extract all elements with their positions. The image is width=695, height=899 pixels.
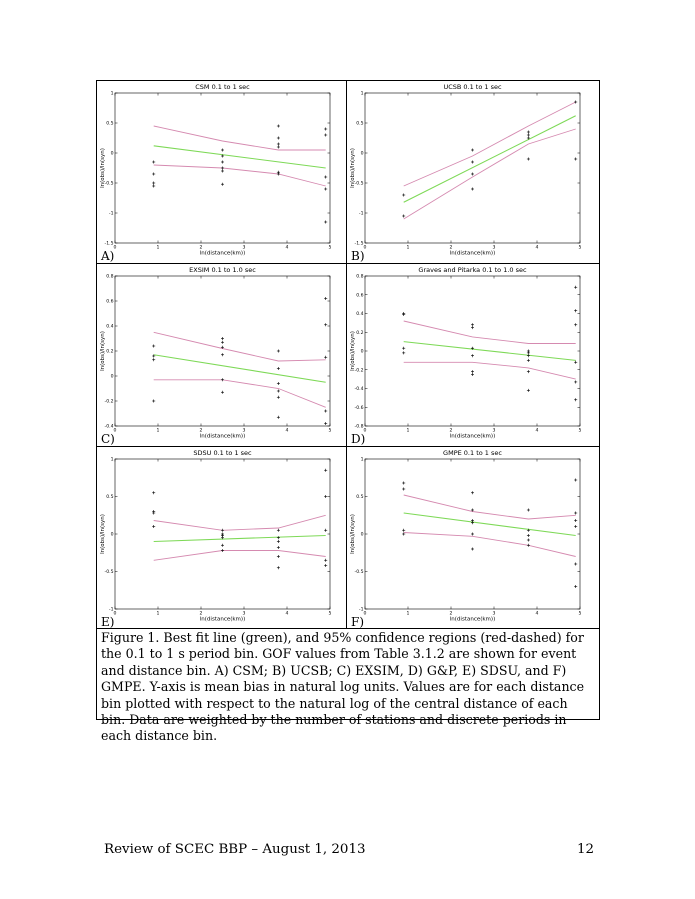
- data-point: [277, 143, 280, 146]
- chart-title: Graves and Pitarka 0.1 to 1.0 sec: [418, 266, 527, 274]
- y-tick-label: -0.5: [104, 181, 114, 187]
- data-point: [221, 170, 224, 173]
- data-point: [402, 194, 405, 197]
- confidence-lower-curve: [154, 551, 326, 561]
- y-tick-label: 0.5: [106, 495, 114, 501]
- data-point: [324, 469, 327, 472]
- data-point: [277, 566, 280, 569]
- panel-e: [97, 447, 346, 629]
- x-tick-label: 5: [328, 611, 332, 617]
- best-fit-line: [154, 536, 326, 542]
- chart-panel-d: [347, 264, 596, 446]
- x-tick-label: 3: [492, 611, 496, 617]
- x-tick-label: 2: [199, 611, 203, 617]
- data-point: [574, 519, 577, 522]
- data-point: [527, 131, 530, 134]
- data-point: [574, 380, 577, 383]
- y-tick-label: 0: [110, 532, 114, 538]
- y-tick-label: 0.4: [356, 312, 364, 318]
- y-tick-label: 0.5: [106, 121, 114, 127]
- y-tick-label: 0: [360, 532, 364, 538]
- data-point: [277, 416, 280, 419]
- y-tick-label: 0.6: [106, 299, 114, 305]
- x-tick-label: 1: [406, 245, 410, 251]
- data-point: [574, 512, 577, 515]
- data-point: [152, 358, 155, 361]
- panel-b: [347, 81, 596, 263]
- data-point: [574, 479, 577, 482]
- x-tick-label: 5: [328, 245, 332, 251]
- data-point: [324, 422, 327, 425]
- confidence-lower-curve: [154, 380, 326, 408]
- data-point: [574, 398, 577, 401]
- confidence-upper-curve: [154, 126, 326, 150]
- confidence-upper-curve: [404, 495, 576, 519]
- x-tick-label: 5: [578, 245, 582, 251]
- x-tick-label: 3: [242, 611, 246, 617]
- footer-running-title: Review of SCEC BBP – August 1, 2013: [104, 842, 366, 857]
- data-point: [402, 488, 405, 491]
- chart-title: GMPE 0.1 to 1 sec: [443, 449, 502, 457]
- x-axis-label: ln(distance(km)): [199, 433, 246, 440]
- data-point: [471, 548, 474, 551]
- panel-letter: A): [101, 249, 115, 263]
- best-fit-line: [404, 513, 576, 536]
- data-point: [152, 345, 155, 348]
- data-point: [152, 185, 155, 188]
- x-tick-label: 4: [285, 428, 289, 434]
- data-point: [527, 544, 530, 547]
- data-point: [574, 525, 577, 528]
- data-point: [277, 540, 280, 543]
- x-tick-label: 4: [285, 245, 289, 251]
- best-fit-line: [154, 146, 326, 168]
- data-point: [277, 173, 280, 176]
- x-tick-label: 0: [363, 428, 367, 434]
- data-point: [221, 337, 224, 340]
- data-point: [402, 215, 405, 218]
- y-tick-label: 1: [110, 91, 114, 97]
- figure-table: [96, 80, 600, 744]
- data-point: [221, 183, 224, 186]
- data-point: [471, 323, 474, 326]
- y-tick-label: -0.2: [354, 368, 364, 374]
- data-point: [221, 167, 224, 170]
- data-point: [574, 286, 577, 289]
- data-point: [324, 495, 327, 498]
- panel-f: [347, 447, 596, 629]
- data-point: [471, 354, 474, 357]
- data-point: [574, 309, 577, 312]
- panel-letter: E): [101, 615, 115, 629]
- y-axis-label: ln(obs)/ln(syn): [100, 148, 106, 188]
- y-tick-label: -0.5: [104, 570, 114, 576]
- data-point: [471, 161, 474, 164]
- data-point: [574, 158, 577, 161]
- data-point: [152, 400, 155, 403]
- data-point: [324, 323, 327, 326]
- y-tick-label: 0.2: [106, 349, 114, 355]
- x-tick-label: 3: [492, 428, 496, 434]
- x-tick-label: 0: [113, 428, 117, 434]
- data-point: [277, 382, 280, 385]
- y-tick-label: 0: [110, 374, 114, 380]
- data-point: [527, 158, 530, 161]
- confidence-upper-curve: [404, 102, 576, 186]
- x-tick-label: 3: [242, 245, 246, 251]
- figure-caption: Figure 1. Best fit line (green), and 95% confidence regions (red-dashed) for the 0.1 to 1 s period bin. GOF values from Table 3.1.2 are shown for event and distance bin. A) CSM; B) UCSB; C) EXSIM, D) G&P, E) SDSU, and F) GMPE. Y-axis is mean bias in natural log units. Values are for each distance bin plotted with respect to the natural log of the central distance of each bin. Data are weighted by the number of stations and discrete periods in each distance bin.: [101, 630, 585, 744]
- y-tick-label: 0.5: [356, 121, 364, 127]
- x-tick-label: 0: [363, 611, 367, 617]
- chart-panel-e: [97, 447, 346, 629]
- data-point: [471, 188, 474, 191]
- y-tick-label: 1: [360, 91, 364, 97]
- data-point: [152, 525, 155, 528]
- x-tick-label: 2: [449, 245, 453, 251]
- chart-panel-f: [347, 447, 596, 629]
- y-tick-label: 0.5: [356, 495, 364, 501]
- chart-title: EXSIM 0.1 to 1.0 sec: [189, 266, 256, 274]
- plot-frame: [365, 276, 580, 426]
- x-tick-label: 2: [199, 428, 203, 434]
- y-tick-label: 1: [110, 457, 114, 463]
- x-tick-label: 4: [535, 428, 539, 434]
- data-point: [402, 347, 405, 350]
- y-tick-label: -0.5: [354, 570, 364, 576]
- x-tick-label: 4: [285, 611, 289, 617]
- x-axis-label: ln(distance(km)): [449, 250, 496, 257]
- y-tick-label: -0.5: [354, 181, 364, 187]
- x-tick-label: 4: [535, 245, 539, 251]
- data-point: [402, 482, 405, 485]
- x-tick-label: 1: [156, 428, 160, 434]
- data-point: [221, 529, 224, 532]
- data-point: [152, 161, 155, 164]
- data-point: [277, 350, 280, 353]
- y-tick-label: 0.8: [356, 274, 364, 280]
- data-point: [324, 221, 327, 224]
- data-point: [471, 491, 474, 494]
- confidence-lower-curve: [404, 129, 576, 219]
- y-tick-label: -0.2: [104, 399, 114, 405]
- data-point: [324, 410, 327, 413]
- data-point: [527, 359, 530, 362]
- y-tick-label: 0.2: [356, 330, 364, 336]
- y-tick-label: -0.8: [354, 424, 364, 430]
- y-axis-label: ln(obs)/ln(syn): [350, 514, 356, 554]
- data-point: [574, 563, 577, 566]
- chart-panel-c: [97, 264, 346, 446]
- data-point: [527, 351, 530, 354]
- y-tick-label: -1.5: [354, 241, 364, 247]
- x-tick-label: 2: [449, 611, 453, 617]
- y-tick-label: -1: [358, 211, 364, 217]
- y-axis-label: ln(obs)/ln(syn): [350, 331, 356, 371]
- y-tick-label: 0: [360, 349, 364, 355]
- confidence-upper-curve: [154, 332, 326, 361]
- data-point: [402, 529, 405, 532]
- best-fit-line: [154, 355, 326, 383]
- y-tick-label: 1: [360, 457, 364, 463]
- y-tick-label: -0.4: [354, 387, 364, 393]
- chart-title: UCSB 0.1 to 1 sec: [443, 83, 502, 91]
- data-point: [324, 559, 327, 562]
- data-point: [471, 149, 474, 152]
- confidence-upper-curve: [404, 321, 576, 344]
- data-point: [277, 546, 280, 549]
- data-point: [471, 373, 474, 376]
- x-tick-label: 1: [156, 245, 160, 251]
- x-tick-label: 0: [363, 245, 367, 251]
- data-point: [324, 297, 327, 300]
- data-point: [152, 491, 155, 494]
- data-point: [527, 509, 530, 512]
- chart-title: CSM 0.1 to 1 sec: [195, 83, 250, 91]
- data-point: [324, 564, 327, 567]
- y-tick-label: -1: [108, 211, 114, 217]
- x-tick-label: 2: [199, 245, 203, 251]
- data-point: [527, 389, 530, 392]
- plot-frame: [115, 276, 330, 426]
- data-point: [471, 533, 474, 536]
- data-point: [471, 370, 474, 373]
- x-axis-label: ln(distance(km)): [449, 616, 496, 623]
- x-axis-label: ln(distance(km)): [449, 433, 496, 440]
- chart-panel-a: [97, 81, 346, 263]
- data-point: [152, 173, 155, 176]
- data-point: [471, 326, 474, 329]
- data-point: [471, 173, 474, 176]
- x-tick-label: 0: [113, 245, 117, 251]
- x-axis-label: ln(distance(km)): [199, 250, 246, 257]
- data-point: [221, 353, 224, 356]
- y-axis-label: ln(obs)/ln(syn): [100, 331, 106, 371]
- confidence-lower-curve: [404, 362, 576, 379]
- confidence-lower-curve: [154, 165, 326, 186]
- data-point: [277, 529, 280, 532]
- panel-letter: B): [351, 249, 365, 263]
- x-tick-label: 1: [156, 611, 160, 617]
- x-tick-label: 5: [578, 611, 582, 617]
- data-point: [221, 149, 224, 152]
- data-point: [527, 370, 530, 373]
- data-point: [574, 361, 577, 364]
- confidence-lower-curve: [404, 533, 576, 557]
- panel-a: [97, 81, 346, 263]
- data-point: [152, 512, 155, 515]
- x-tick-label: 3: [492, 245, 496, 251]
- y-tick-label: -0.4: [104, 424, 114, 430]
- data-point: [574, 585, 577, 588]
- data-point: [324, 356, 327, 359]
- x-tick-label: 5: [578, 428, 582, 434]
- best-fit-line: [404, 342, 576, 361]
- y-tick-label: 0.4: [106, 324, 114, 330]
- y-tick-label: 0: [360, 151, 364, 157]
- page-number: 12: [576, 842, 594, 857]
- y-tick-label: 0: [110, 151, 114, 157]
- data-point: [574, 323, 577, 326]
- x-tick-label: 4: [535, 611, 539, 617]
- y-tick-label: -1: [358, 607, 364, 613]
- data-point: [152, 182, 155, 185]
- data-point: [527, 534, 530, 537]
- data-point: [221, 549, 224, 552]
- y-tick-label: -0.6: [354, 405, 364, 411]
- panel-d: [347, 264, 596, 446]
- y-axis-label: ln(obs)/ln(syn): [350, 148, 356, 188]
- data-point: [324, 134, 327, 137]
- data-point: [221, 161, 224, 164]
- x-tick-label: 1: [406, 428, 410, 434]
- data-point: [277, 137, 280, 140]
- confidence-upper-curve: [154, 515, 326, 530]
- data-point: [527, 539, 530, 542]
- y-tick-label: -1.5: [104, 241, 114, 247]
- data-point: [324, 529, 327, 532]
- data-point: [324, 128, 327, 131]
- chart-panel-b: [347, 81, 596, 263]
- panel-letter: F): [351, 615, 365, 629]
- data-point: [221, 378, 224, 381]
- x-tick-label: 3: [242, 428, 246, 434]
- chart-title: SDSU 0.1 to 1 sec: [193, 449, 252, 457]
- data-point: [277, 390, 280, 393]
- x-axis-label: ln(distance(km)): [199, 616, 246, 623]
- data-point: [527, 134, 530, 137]
- x-tick-label: 5: [328, 428, 332, 434]
- best-fit-line: [404, 116, 576, 202]
- y-tick-label: -1: [108, 607, 114, 613]
- data-point: [277, 555, 280, 558]
- y-axis-label: ln(obs)/ln(syn): [100, 514, 106, 554]
- data-point: [324, 176, 327, 179]
- panel-c: [97, 264, 346, 446]
- data-point: [277, 125, 280, 128]
- data-point: [574, 101, 577, 104]
- x-tick-label: 2: [449, 428, 453, 434]
- panel-letter: D): [351, 432, 366, 446]
- data-point: [324, 188, 327, 191]
- data-point: [402, 351, 405, 354]
- x-tick-label: 0: [113, 611, 117, 617]
- data-point: [221, 544, 224, 547]
- y-tick-label: 0.8: [106, 274, 114, 280]
- data-point: [277, 146, 280, 149]
- data-point: [277, 396, 280, 399]
- panel-letter: C): [101, 432, 115, 446]
- data-point: [221, 341, 224, 344]
- data-point: [277, 367, 280, 370]
- x-tick-label: 1: [406, 611, 410, 617]
- data-point: [221, 391, 224, 394]
- y-tick-label: 0.6: [356, 293, 364, 299]
